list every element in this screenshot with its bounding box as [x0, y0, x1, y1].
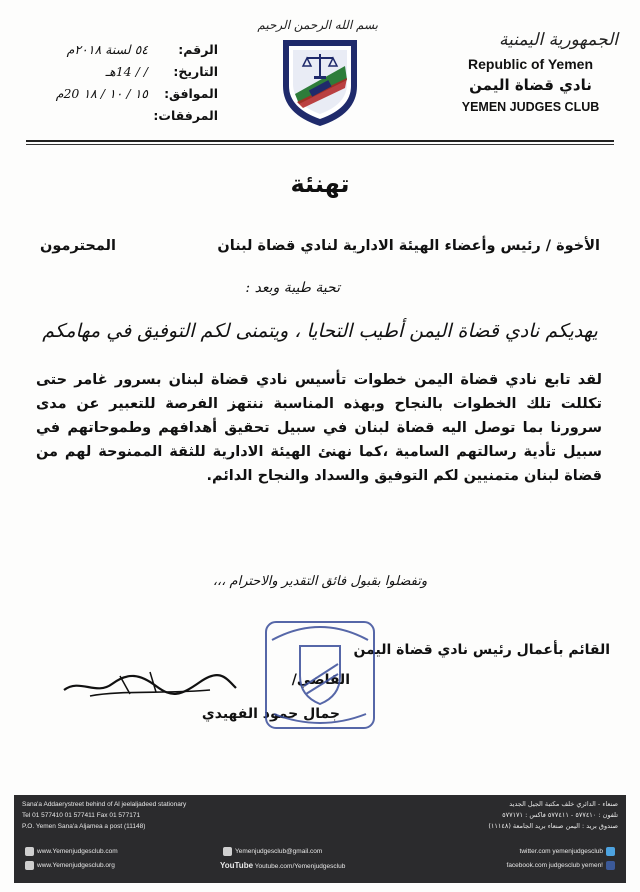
header-divider [26, 140, 614, 142]
country-name-arabic: الجمهورية اليمنية [498, 30, 618, 50]
headline: يهديكم نادي قضاة اليمن أطيب التحايا ، ويتمنى لكم التوفيق في مهامكم [42, 320, 598, 342]
closing-line: وتفضلوا بقبول فائق التقدير والاحترام ،،، [212, 574, 428, 589]
header-emblem-block [257, 18, 378, 128]
twitter-text: twitter.com yemenjudgesclub [519, 848, 603, 856]
twitter-icon [606, 847, 615, 856]
footer-facebook [507, 861, 618, 870]
facebook-icon [606, 861, 615, 870]
meta-label: التاريخ: [173, 63, 218, 79]
honorific: المحترمون [40, 238, 116, 254]
meta-row-date-hijri [28, 60, 218, 82]
letter-meta-block [28, 38, 218, 126]
club-emblem-icon [279, 36, 361, 128]
meta-label: الرقم: [178, 41, 218, 57]
header-divider-thin [26, 144, 614, 145]
footer-phone-ar: تلفون : ٥٧٧٤١٠ - ٥٧٧٤١١ فاكس : ٥٧٧١٧١ [502, 811, 618, 819]
website-text: www.Yemenjudgesclub.com [37, 848, 118, 856]
club-stamp-icon [260, 616, 380, 734]
footer-po-ar: صندوق بريد : اليمن صنعاء بريد الجامعة (١١١٤٨) [488, 822, 618, 830]
facebook-text: facebook.com judgesclub yemen! [506, 862, 603, 870]
footer-address-en: Sana'a Addaerystreet behind of Al jeelaljadeed stationary [22, 801, 187, 808]
footer-po-en: P.O. Yemen Sana'a Aljamea a post (11148) [22, 823, 146, 830]
signatory-name: جمال حمود الفهيدي [201, 706, 340, 722]
recipient-line [40, 238, 600, 254]
email-text: Yemenjudgesclub@gmail.com [235, 848, 323, 856]
footer-website-org [22, 861, 115, 870]
footer-twitter [520, 847, 618, 856]
footer-phone-en: Tel 01 577410 01 577411 Fax 01 577171 [22, 812, 141, 819]
footer-website [22, 847, 118, 856]
meta-label: الموافق: [164, 85, 218, 101]
meta-row-attachments [28, 104, 218, 126]
handwritten-signature-icon [60, 660, 240, 710]
meta-row-number [28, 38, 218, 60]
globe-icon [25, 847, 34, 856]
globe-icon [25, 861, 34, 870]
footer-address-ar: صنعاء - الدائري خلف مكتبة الجيل الجديد [509, 800, 618, 808]
signatory-judge-label: القاضي/ [291, 672, 350, 688]
letterhead-footer [14, 795, 626, 883]
meta-value: ٥٤ لسنة ٢٠١٨م [66, 41, 148, 57]
body-paragraph: لقد تابع نادي قضاة اليمن خطوات تأسيس نادي قضاة لبنان بسرور غامر حتى تكللت تلك الخطوات بالنجاح وبهذه المناسبة ننتهز الفرصة للتعبير عن مدى سرورنا بما توصل اليه قضاة لبنان في سبيل تحقيق أهدافهم وطموحاتهم في سبيل تأدية رسالتهم السامية ،كما نهنئ الهيئة الادارية للثقة الممنوحة لهم من قضاة لبنان متمنيين لكم التوفيق والسداد والنجاح الدائم. [36, 372, 602, 484]
meta-value: / / 14هـ [105, 63, 148, 79]
youtube-icon: YouTube [220, 861, 254, 870]
footer-youtube [220, 861, 345, 870]
club-name-arabic: نادي قضاة اليمن [469, 76, 592, 94]
basmala: بسم الله الرحمن الرحيم [257, 18, 378, 32]
footer-email [220, 847, 322, 856]
signatory-title: القائم بأعمال رئيس نادي قضاة اليمن [353, 642, 610, 658]
meta-value: ١٥ / ١٠ / ١٨ 20م [55, 85, 148, 101]
country-name-english: Republic of Yemen [468, 56, 593, 72]
meta-label: المرفقات: [153, 107, 218, 123]
website-org-text: www.Yemenjudgesclub.org [37, 862, 115, 870]
greeting: تحية طيبة وبعد : [245, 280, 340, 296]
header-right-block [443, 30, 618, 114]
meta-row-date-gregorian [28, 82, 218, 104]
recipient: الأخوة / رئيس وأعضاء الهيئة الادارية لنادي قضاة لبنان [217, 238, 600, 254]
club-name-english: YEMEN JUDGES CLUB [461, 100, 600, 114]
mail-icon [223, 847, 232, 856]
letter-title: تهنئة [290, 170, 350, 198]
youtube-text: Youtube.com/Yemenjudgesclub [254, 863, 346, 870]
